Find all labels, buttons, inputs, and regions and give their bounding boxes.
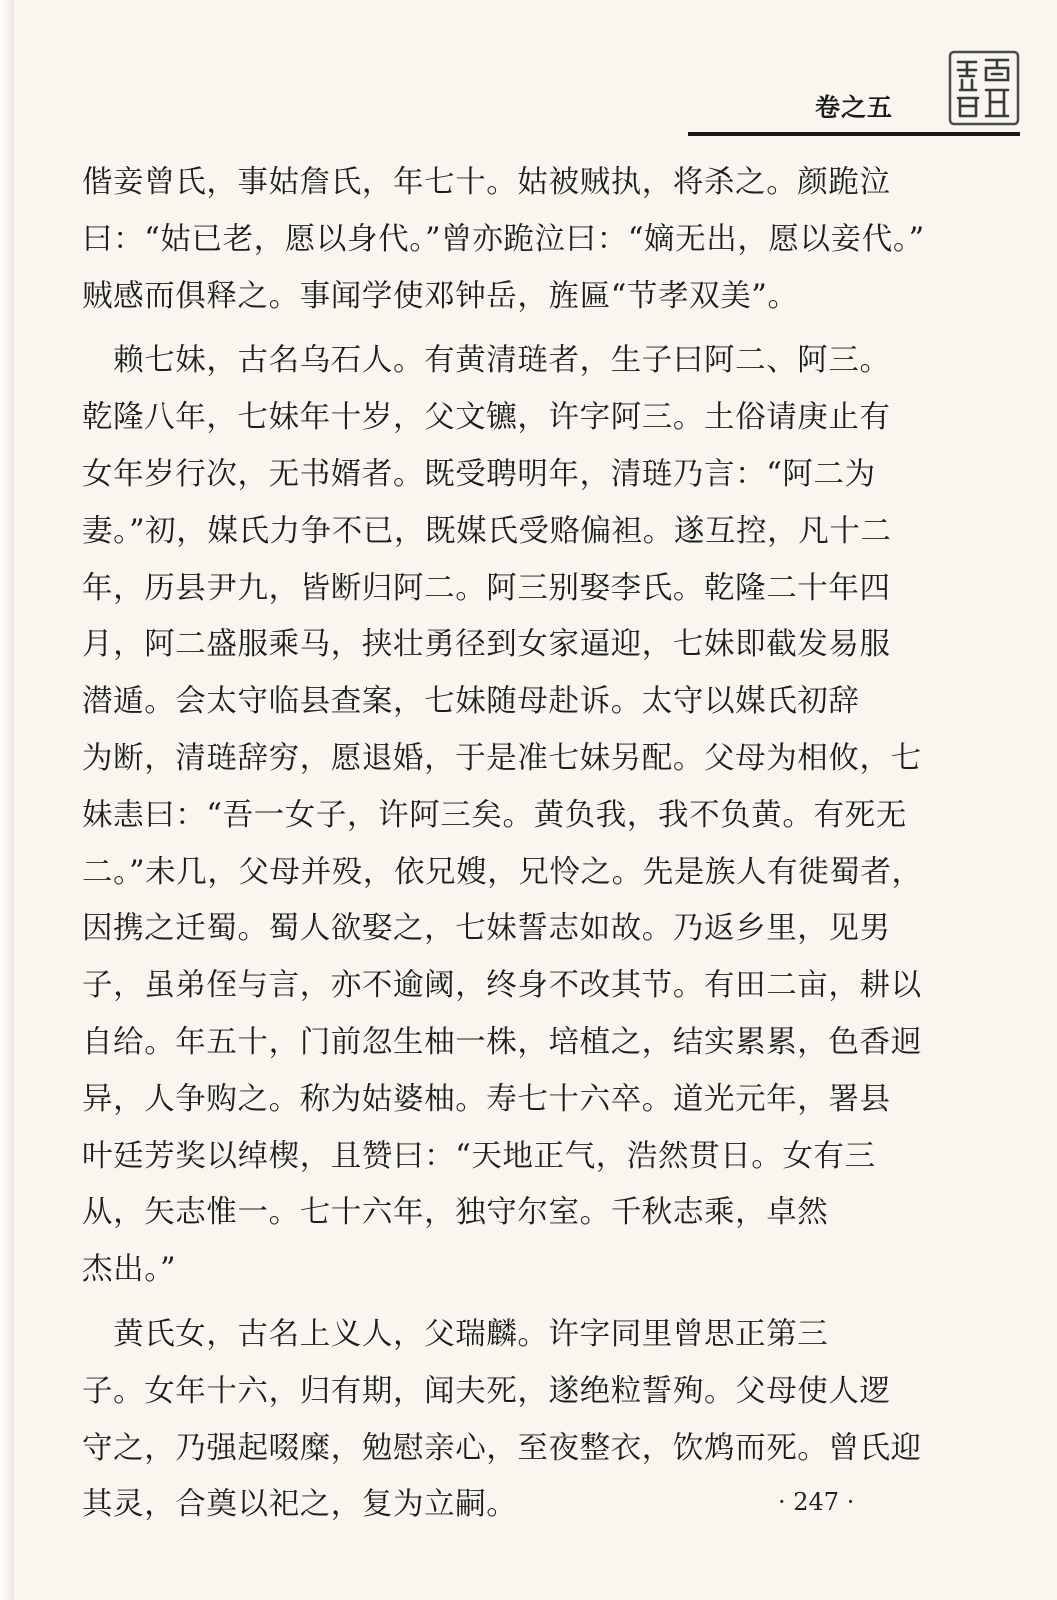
paragraph-start-line: 黄氏女，古名上义人，父瑞麟。许字同里曾思正第三 bbox=[82, 1316, 829, 1352]
text-line: 杰出。” bbox=[82, 1252, 177, 1288]
text-line: 叶廷芳奖以绰楔，且赞曰：“天地正气，浩然贯日。女有三 bbox=[82, 1138, 876, 1174]
text-line: 妻。”初，媒氏力争不已，既媒氏受赂偏袒。遂互控，凡十二 bbox=[82, 513, 892, 549]
text-line: 守之，乃强起啜糜，勉慰亲心，至夜整衣，饮鸩而死。曾氏迎 bbox=[82, 1430, 922, 1466]
text-line: 为断，清琏辞穷，愿退婚，于是准七妹另配。父母为相攸，七 bbox=[82, 740, 922, 776]
text-line: 贼感而俱释之。事闻学使邓钟岳，旌匾“节孝双美”。 bbox=[82, 278, 799, 314]
chapter-heading: 卷之五 bbox=[815, 93, 894, 122]
text-line: 从，矢志惟一。七十六年，独守尔室。千秋志乘，卓然 bbox=[82, 1195, 829, 1231]
text-line: 偕妾曾氏，事姑詹氏，年七十。姑被贼执，将杀之。颜跪泣 bbox=[82, 165, 891, 200]
text-line: 潜遁。会太守临县查案，七妹随母赴诉。太守以媒氏初辞 bbox=[82, 684, 860, 720]
text-line: 月，阿二盛服乘马，挟壮勇径到女家逼迎，七妹即截发易服 bbox=[82, 627, 891, 663]
text-line: 其灵，合奠以祀之，复为立嗣。 bbox=[82, 1487, 518, 1523]
text-line: 二。”未几，父母并殁，依兄嫂，兄怜之。先是族人有徙蜀者， bbox=[82, 854, 923, 890]
body-text bbox=[82, 155, 925, 1534]
page-edge bbox=[0, 0, 14, 1600]
text-line: 自给。年五十，门前忽生柚一株，培植之，结实累累，色香迥 bbox=[82, 1024, 922, 1060]
text-line: 子。女年十六，归有期，闻夫死，遂绝粒誓殉。父母使人逻 bbox=[82, 1373, 891, 1409]
text-line: 乾隆八年，七妹年十岁，父文镳，许字阿三。土俗请庚止有 bbox=[82, 400, 891, 436]
seal-stamp bbox=[948, 50, 1020, 126]
text-line: 子，虽弟侄与言，亦不逾阈，终身不改其节。有田二亩，耕以 bbox=[82, 968, 922, 1004]
text-line: 女年岁行次，无书婿者。既受聘明年，清琏乃言：“阿二为 bbox=[82, 456, 876, 492]
text-line: 曰：“姑已老，愿以身代。”曾亦跪泣曰：“嫡无出，愿以妾代。” bbox=[82, 221, 925, 257]
text-line: 妹恚曰：“吾一女子，许阿三矣。黄负我，我不负黄。有死无 bbox=[82, 797, 907, 833]
paragraph-start-line: 赖七妹，古名乌石人。有黄清琏者，生子曰阿二、阿三。 bbox=[82, 343, 891, 379]
text-line: 异，人争购之。称为姑婆柚。寿七十六卒。道光元年，署县 bbox=[82, 1081, 891, 1117]
text-line: 年，历县尹九，皆断归阿二。阿三别娶李氏。乾隆二十年四 bbox=[82, 570, 891, 606]
page-number: · 247 · bbox=[778, 1488, 855, 1516]
header-rule bbox=[688, 132, 1020, 136]
text-line: 因携之迁蜀。蜀人欲娶之，七妹誓志如故。乃返乡里，见男 bbox=[82, 911, 891, 947]
